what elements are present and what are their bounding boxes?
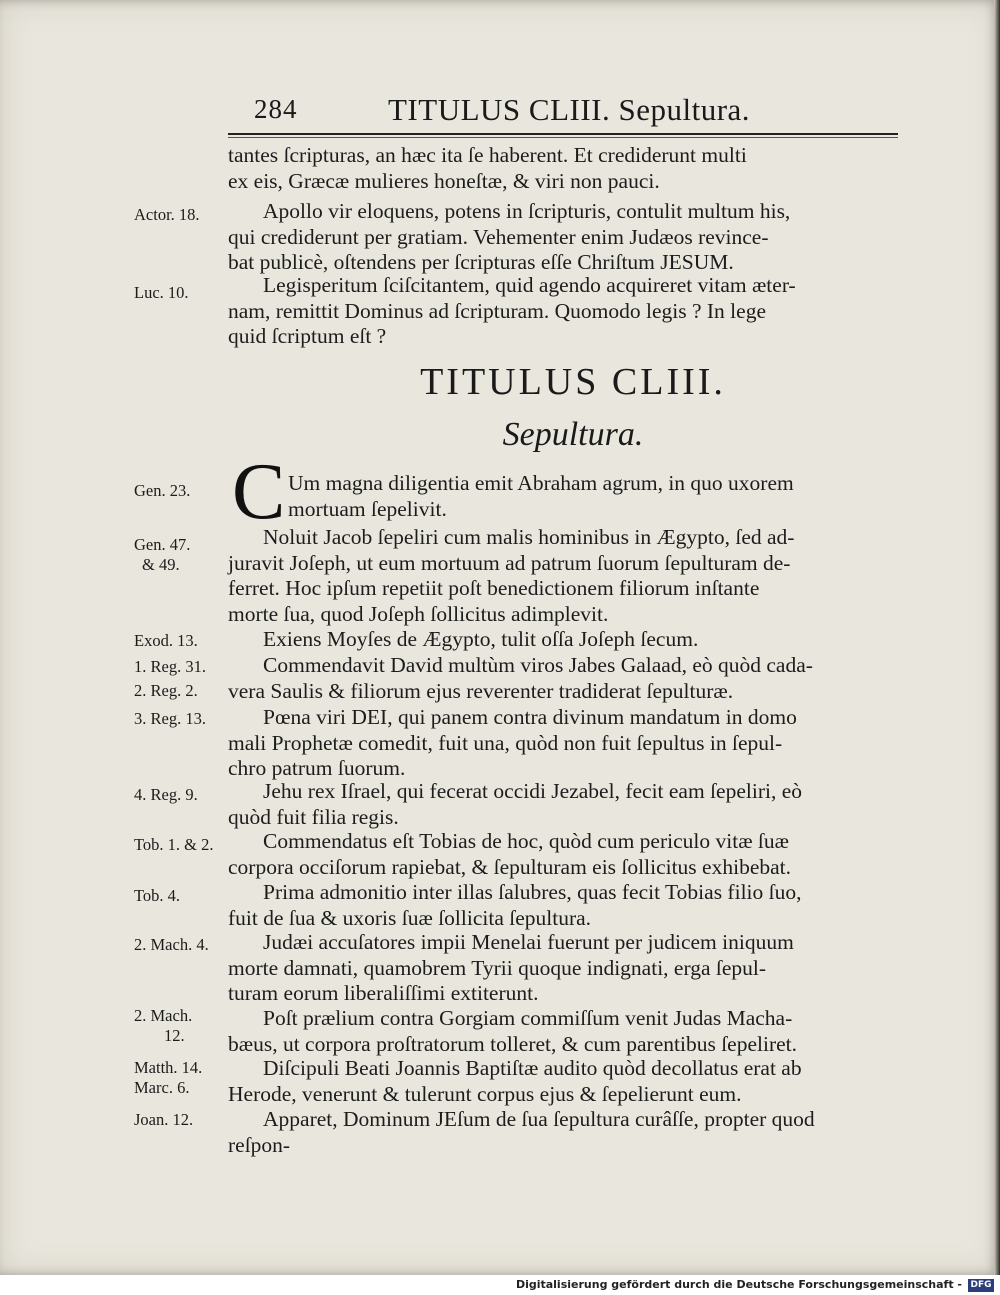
margin-note: Exod. 13. xyxy=(134,631,198,650)
margin-note: Gen. 47. xyxy=(134,535,191,554)
paragraph xyxy=(228,143,918,194)
text-line: Legisperitum ſciſcitantem, quid agendo acquireret vitam æter- xyxy=(263,273,796,297)
text-line: Um magna diligentia emit Abraham agrum, in quo uxorem xyxy=(288,471,794,495)
text-line: quòd fuit filia regis. xyxy=(228,804,399,829)
margin-note: 2. Mach. 4. xyxy=(134,935,209,954)
margin-note: 2. Reg. 2. xyxy=(134,681,198,700)
text-line: Judæi accuſatores impii Menelai fuerunt per judicem iniquum xyxy=(263,930,794,954)
text-line: mortuam ſepelivit. xyxy=(288,496,447,521)
text-line: Jehu rex Iſrael, qui fecerat occidi Jezabel, fecit eam ſepeliri, eò xyxy=(263,779,803,803)
text-line: Apparet, Dominum JEſum de ſua ſepultura curâſſe, propter quod xyxy=(263,1107,815,1131)
paragraph xyxy=(228,627,918,653)
text-line: Herode, venerunt & tulerunt corpus ejus & ſepelierunt eum. xyxy=(228,1081,742,1106)
margin-note: 1. Reg. 31. xyxy=(134,657,206,676)
margin-note: Gen. 23. xyxy=(134,481,191,500)
paragraph xyxy=(228,1107,918,1158)
margin-note: 2. Mach. xyxy=(134,1006,193,1025)
paragraph xyxy=(228,199,918,276)
paragraph xyxy=(228,930,918,1007)
text-line: fuit de ſua & uxoris ſuæ ſollicita ſepultura. xyxy=(228,905,592,930)
margin-note: Actor. 18. xyxy=(134,205,200,224)
text-line: Poſt prælium contra Gorgiam commiſſum venit Judas Macha- xyxy=(263,1006,793,1030)
margin-note: & 49. xyxy=(142,555,180,574)
section-title: TITULUS CLIII. xyxy=(420,361,726,403)
text-line: tantes ſcripturas, an hæc ita ſe haberent. Et crediderunt multi xyxy=(228,143,747,167)
text-line: Exiens Moyſes de Ægypto, tulit oſſa Joſeph ſecum. xyxy=(263,627,699,651)
text-line: qui crediderunt per gratiam. Vehementer enim Judæos revince- xyxy=(228,224,769,249)
text-line: chro patrum ſuorum. xyxy=(228,756,406,781)
text-line: mali Prophetæ comedit, fuit una, quòd non fuit ſepultus in ſepul- xyxy=(228,730,783,755)
page-number: 284 xyxy=(254,94,298,124)
text-line: ex eis, Græcæ mulieres honeſtæ, & viri non pauci. xyxy=(228,168,660,193)
text-line: Diſcipuli Beati Joannis Baptiſtæ audito quòd decollatus erat ab xyxy=(263,1056,802,1080)
text-line: morte ſua, quod Joſeph ſollicitus adimplevit. xyxy=(228,601,609,626)
paragraph xyxy=(228,1006,918,1057)
margin-note: Joan. 12. xyxy=(134,1110,194,1129)
text-line: Pœna viri DEI, qui panem contra divinum mandatum in domo xyxy=(263,705,797,729)
text-line: Noluit Jacob ſepeliri cum malis hominibus in Ægypto, ſed ad- xyxy=(263,525,795,549)
text-line: juravit Joſeph, ut eum mortuum ad patrum ſuorum ſepulturam de- xyxy=(228,550,791,575)
text-line: ferret. Hoc ipſum repetiit poſt benedictionem filiorum inſtante xyxy=(228,576,760,601)
text-line: Apollo vir eloquens, potens in ſcripturis, contulit multum his, xyxy=(263,199,791,223)
margin-note: Tob. 4. xyxy=(134,886,181,905)
text-line: nam, remittit Dominus ad ſcripturam. Quomodo legis ? In lege xyxy=(228,298,766,323)
text-line: bæus, ut corpora proſtratorum tolleret, & cum parentibus ſepeliret. xyxy=(228,1031,797,1056)
margin-note: Marc. 6. xyxy=(134,1078,190,1097)
paragraph xyxy=(228,829,918,880)
paragraph xyxy=(228,779,918,830)
margin-note: 3. Reg. 13. xyxy=(134,709,206,728)
text-line: quid ſcriptum eſt ? xyxy=(228,324,387,349)
paragraph xyxy=(228,1056,918,1107)
text-line: turam eorum liberaliſſimi extiterunt. xyxy=(228,981,539,1006)
text-line: Commendavit David multùm viros Jabes Galaad, eò quòd cada- xyxy=(263,653,813,677)
section-subtitle: Sepultura. xyxy=(502,416,644,453)
text-line: vera Saulis & filiorum ejus reverenter tradiderat ſepulturæ. xyxy=(228,678,734,703)
margin-note: 12. xyxy=(164,1026,185,1045)
drop-cap: C xyxy=(232,448,286,536)
text-line: corpora occiſorum rapiebat, & ſepulturam eis ſollicitus exhibebat. xyxy=(228,854,791,879)
margin-note: 4. Reg. 9. xyxy=(134,785,198,804)
margin-note: Tob. 1. & 2. xyxy=(134,835,214,854)
catchword: reſpon- xyxy=(228,1132,291,1157)
margin-note: Matth. 14. xyxy=(134,1058,203,1077)
text-line: bat publicè, oſtendens per ſcripturas eſſe Chriſtum JESUM. xyxy=(228,250,734,275)
paragraph xyxy=(228,525,918,627)
paragraph xyxy=(228,705,918,782)
footer-credit: Digitalisierung gefördert durch die Deutsche Forschungsgemeinschaft - xyxy=(515,1278,962,1291)
digitization-footer xyxy=(0,1278,1000,1295)
paragraph xyxy=(228,653,918,704)
dfg-logo: DFG xyxy=(968,1279,994,1292)
running-title: TITULUS CLIII. Sepultura. xyxy=(388,92,751,127)
paragraph xyxy=(228,273,918,350)
margin-note: Luc. 10. xyxy=(134,283,189,302)
paragraph xyxy=(228,880,918,931)
paragraph xyxy=(288,471,918,522)
text-line: Prima admonitio inter illas ſalubres, quas fecit Tobias filio ſuo, xyxy=(263,880,802,904)
text-line: Commendatus eſt Tobias de hoc, quòd cum periculo vitæ ſuæ xyxy=(263,829,789,853)
text-line: morte damnati, quamobrem Tyrii quoque indignati, erga ſepul- xyxy=(228,955,767,980)
